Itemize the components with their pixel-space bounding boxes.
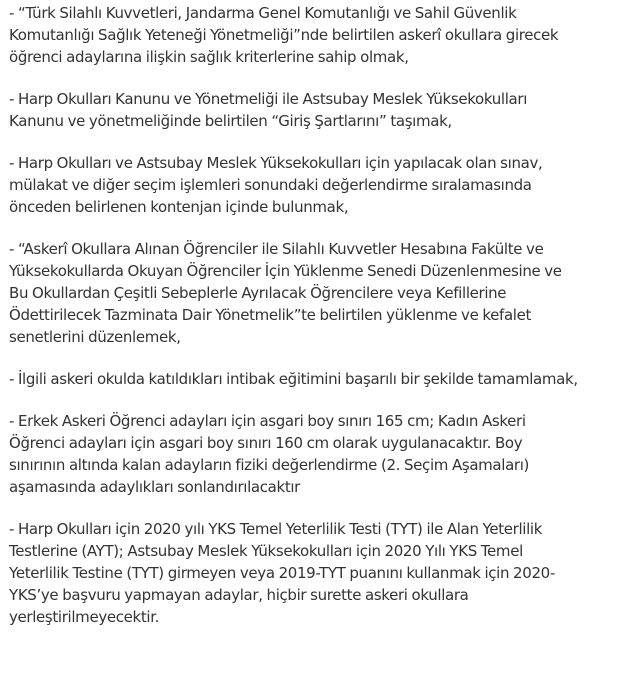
paragraph-quota-ranking [9,152,625,218]
text-line: aşamasında adaylıkları sonlandırılacaktır [9,478,300,496]
text-line: Komutanlığı Sağlık Yeteneği Yönetmeliği”nde belirtilen askerî okullara girecek [9,26,559,44]
text-line: öğrenci adaylarına ilişkin sağlık kriterlerine sahip olmak, [9,48,409,66]
text-line: mülakat ve diğer seçim işlemleri sonundaki değerlendirme sıralamasında [9,176,532,194]
text-line: - Harp Okulları Kanunu ve Yönetmeliği ile Astsubay Meslek Yüksekokulları [9,90,528,108]
text-line: senetlerini düzenlemek, [9,328,181,346]
paragraph-orientation-training [9,368,625,390]
text-line: - Harp Okulları ve Astsubay Meslek Yüksekokulları için yapılacak olan sınav, [9,154,543,172]
paragraph-height-limit [9,410,625,498]
text-line: Yeterlilik Testine (TYT) girmeyen veya 2019-TYT puanını kullanmak için 2020- [9,564,555,582]
text-line: YKS’ye başvuru yapmayan adaylar, hiçbir surette askeri okullara [9,586,469,604]
text-line: - Erkek Askeri Öğrenci adayları için asgari boy sınırı 165 cm; Kadın Askeri [9,412,526,430]
text-line: yerleştirilmeyecektir. [9,608,160,626]
text-line: - “Türk Silahlı Kuvvetleri, Jandarma Genel Komutanlığı ve Sahil Güvenlik [9,4,517,22]
paragraph-yks-requirement [9,518,625,628]
text-line: Testlerine (AYT); Astsubay Meslek Yüksekokulları için 2020 Yılı YKS Temel [9,542,523,560]
text-line: Öğrenci adayları için asgari boy sınırı 160 cm olarak uygulanacaktır. Boy [9,434,523,452]
text-line: Yüksekokullarda Okuyan Öğrenciler İçin Yüklenme Senedi Düzenlenmesine ve [9,262,562,280]
paragraph-entry-conditions [9,88,625,132]
text-line: - İlgili askeri okulda katıldıkları intibak eğitimini başarılı bir şekilde tamamlamak, [9,370,578,388]
text-line: - “Askerî Okullara Alınan Öğrenciler ile Silahlı Kuvvetler Hesabına Fakülte ve [9,240,544,258]
text-line: Bu Okullardan Çeşitli Sebeplerle Ayrılacak Öğrencilere veya Kefillerine [9,284,507,302]
text-line: - Harp Okulları için 2020 yılı YKS Temel Yeterlilik Testi (TYT) ile Alan Yeterlilik [9,520,543,538]
text-line: önceden belirlenen kontenjan içinde bulunmak, [9,198,349,216]
paragraph-commitment-bonds [9,238,625,348]
text-line: Kanunu ve yönetmeliğinde belirtilen “Giriş Şartlarını” taşımak, [9,112,452,130]
paragraph-health-criteria [9,2,625,68]
text-line: Ödettirilecek Tazminata Dair Yönetmelik”te belirtilen yüklenme ve kefalet [9,306,532,324]
text-line: sınırının altında kalan adayların fiziki değerlendirme (2. Seçim Aşamaları) [9,456,530,474]
